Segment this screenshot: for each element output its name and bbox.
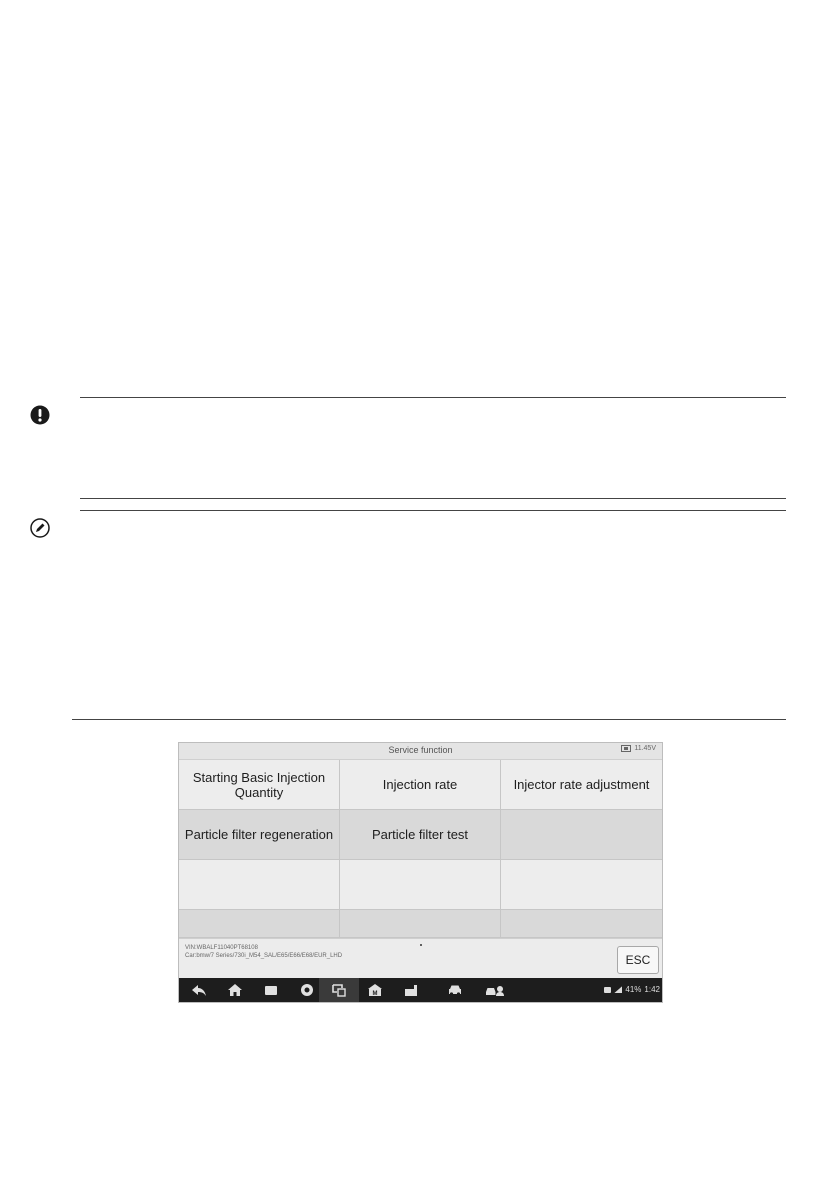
important-notice-icon — [30, 405, 50, 425]
battery-percent: 41% — [625, 985, 642, 994]
notice-top-rule — [80, 397, 786, 398]
system-navigation-bar — [179, 978, 662, 1002]
voltage-value: 11.45V — [634, 745, 656, 752]
function-empty-cell — [501, 910, 662, 938]
tablet-screen — [178, 742, 663, 1003]
note-bottom-rule — [72, 719, 786, 720]
function-particle-filter-regeneration[interactable]: Particle filter regeneration — [179, 810, 340, 860]
chrome-icon[interactable] — [299, 983, 315, 997]
function-particle-filter-test[interactable]: Particle filter test — [340, 810, 501, 860]
wifi-icon — [614, 986, 622, 993]
function-empty-cell — [501, 860, 662, 910]
screen-title: Service function — [388, 745, 453, 755]
notice-bottom-rule — [80, 498, 786, 499]
recent-apps-icon[interactable] — [263, 983, 279, 997]
message-icon — [604, 987, 611, 993]
function-injection-rate[interactable]: Injection rate — [340, 760, 501, 810]
function-empty-cell — [340, 860, 501, 910]
car-icon[interactable] — [447, 983, 463, 997]
esc-button[interactable]: ESC — [617, 946, 659, 974]
vehicle-voltage — [621, 745, 656, 752]
function-empty-cell — [179, 910, 340, 938]
note-pencil-icon — [30, 518, 50, 538]
remote-icon[interactable] — [485, 983, 505, 997]
function-empty-cell — [501, 810, 662, 860]
function-starting-basic-injection-quantity[interactable]: Starting Basic Injection Quantity — [179, 760, 340, 810]
vin-label: VIN:WBALF11040PT68108 — [185, 945, 258, 951]
title-bar — [179, 743, 662, 760]
back-icon[interactable] — [191, 983, 207, 997]
note-top-rule — [80, 510, 786, 511]
screenshot-icon[interactable] — [331, 983, 347, 997]
function-empty-cell — [179, 860, 340, 910]
car-path-label: Car:bmw/7 Series/730i_M54_SAL/E65/E66/E68/EUR_LHD — [185, 953, 343, 959]
battery-icon — [621, 745, 631, 752]
vci-icon[interactable] — [403, 983, 419, 997]
page-indicator-dot — [420, 944, 422, 946]
maxifix-icon[interactable] — [367, 983, 383, 997]
clock: 1:42 — [644, 985, 660, 994]
function-grid — [179, 760, 662, 938]
function-injector-rate-adjustment[interactable]: Injector rate adjustment — [501, 760, 662, 810]
vehicle-info-footer — [179, 938, 662, 979]
home-icon[interactable] — [227, 983, 243, 997]
svg-text:M: M — [372, 991, 378, 997]
function-empty-cell — [340, 910, 501, 938]
status-area — [604, 985, 660, 994]
